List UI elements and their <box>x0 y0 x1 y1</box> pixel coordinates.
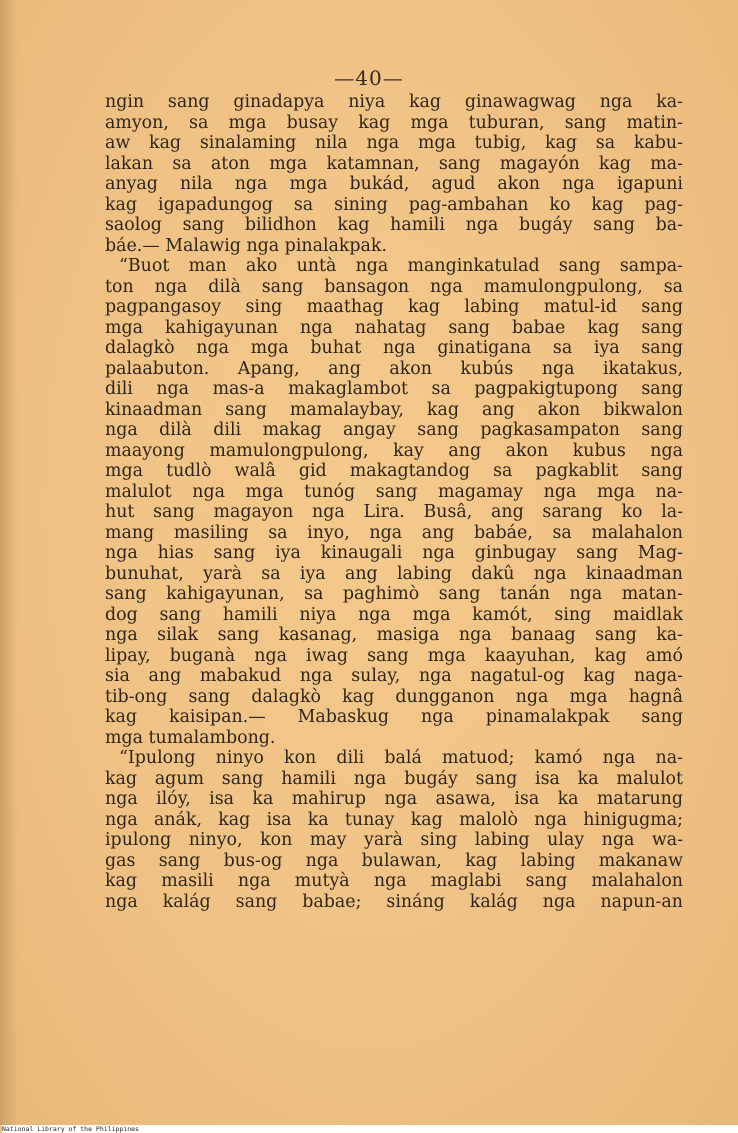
text-line: nga hias sang iya kinaugali nga ginbugay sang Mag- <box>105 543 683 563</box>
text-line: anyag nila nga mga bukád, agud akon nga igapuni <box>105 174 683 194</box>
text-line: “Ipulong ninyo kon dili balá matuod; kamó nga na- <box>119 748 683 768</box>
text-line: palaabuton. Apang, ang akon kubús nga ikatakus, <box>105 358 683 379</box>
text-line: lipay, buganà nga iwag sang mga kaayuhan, kag amó <box>105 645 683 666</box>
text-line: kag agum sang hamili nga bugáy sang isa ka malulot <box>105 768 683 789</box>
text-line: sang kahigayunan, sa paghimò sang tanán nga matan- <box>105 584 683 604</box>
text-line: dalagkò nga mga buhat nga ginatigana sa iya sang <box>105 338 683 358</box>
text-line: báe.— Malawig nga pinalakpak. <box>105 235 387 256</box>
text-line: nga ilóy, isa ka mahirup nga asawa, isa ka matarung <box>105 789 683 809</box>
text-line: hut sang magayon nga Lira. Busâ, ang sarang ko la- <box>105 502 683 522</box>
text-line: nga kalág sang babae; sináng kalág nga napun-an <box>105 891 683 912</box>
text-line: kag igapadungog sa sining pag-ambahan ko kag pag- <box>105 194 683 215</box>
text-line: nga dilà dili makag angay sang pagkasampaton sang <box>105 420 683 440</box>
text-line: ngin sang ginadapya niya kag ginawagwag nga ka- <box>105 92 683 112</box>
text-line: ton nga dilà sang bansagon nga mamulongpulong, sa <box>105 276 683 297</box>
text-line: kag masili nga mutyà nga maglabi sang malahalon <box>105 871 683 891</box>
text-line: lakan sa aton mga katamnan, sang magayón kag ma- <box>105 153 683 174</box>
text-line: dog sang hamili niya nga mga kamót, sing maidlak <box>105 604 683 625</box>
text-line: pagpangasoy sing maathag kag labing matul-id sang <box>105 297 683 317</box>
text-line: maayong mamulongpulong, kay ang akon kubus nga <box>105 440 683 461</box>
text-line: malulot nga mga tunóg sang magamay nga mga na- <box>105 481 683 502</box>
text-line: mga kahigayunan nga nahatag sang babae kag sang <box>105 317 683 338</box>
text-line: “Buot man ako untà nga manginkatulad sang sampa- <box>119 256 683 276</box>
text-line: mang masiling sa inyo, nga ang babáe, sa malahalon <box>105 522 683 543</box>
text-line: kinaadman sang mamalaybay, kag ang akon bikwalon <box>105 399 683 420</box>
text-line: sia ang mabakud nga sulay, nga nagatul-og kag naga- <box>105 666 683 686</box>
text-line: dili nga mas-a makaglambot sa pagpakigtupong sang <box>105 379 683 399</box>
text-line: aw kag sinalaming nila nga mga tubig, kag sa kabu- <box>105 133 683 153</box>
text-line: kag kaisipan.— Mabaskug nga pinamalakpak sang <box>105 707 683 727</box>
text-line: saolog sang bilidhon kag hamili nga bugáy sang ba- <box>105 215 683 235</box>
text-line: mga tudlò walâ gid makagtandog sa pagkablit sang <box>105 461 683 481</box>
text-line: mga tumalambong. <box>105 727 276 748</box>
text-line: nga silak sang kasanag, masiga nga banaag sang ka- <box>105 625 683 645</box>
body-text <box>105 92 683 912</box>
library-footer: National Library of the Philippines <box>2 1125 738 1133</box>
text-line: amyon, sa mga busay kag mga tuburan, sang matin- <box>105 112 683 133</box>
text-line: bunuhat, yarà sa iya ang labing dakû nga kinaadman <box>105 563 683 584</box>
text-line: tib-ong sang dalagkò kag dungganon nga mga hagnâ <box>105 686 683 707</box>
text-line: ipulong ninyo, kon may yarà sing labing ulay nga wa- <box>105 830 683 850</box>
page-edge-shadow <box>0 0 18 1125</box>
text-line: gas sang bus-og nga bulawan, kag labing makanaw <box>105 850 683 871</box>
page-number: —40— <box>334 66 404 90</box>
text-line: nga anák, kag isa ka tunay kag malolò nga hinigugma; <box>105 809 683 830</box>
